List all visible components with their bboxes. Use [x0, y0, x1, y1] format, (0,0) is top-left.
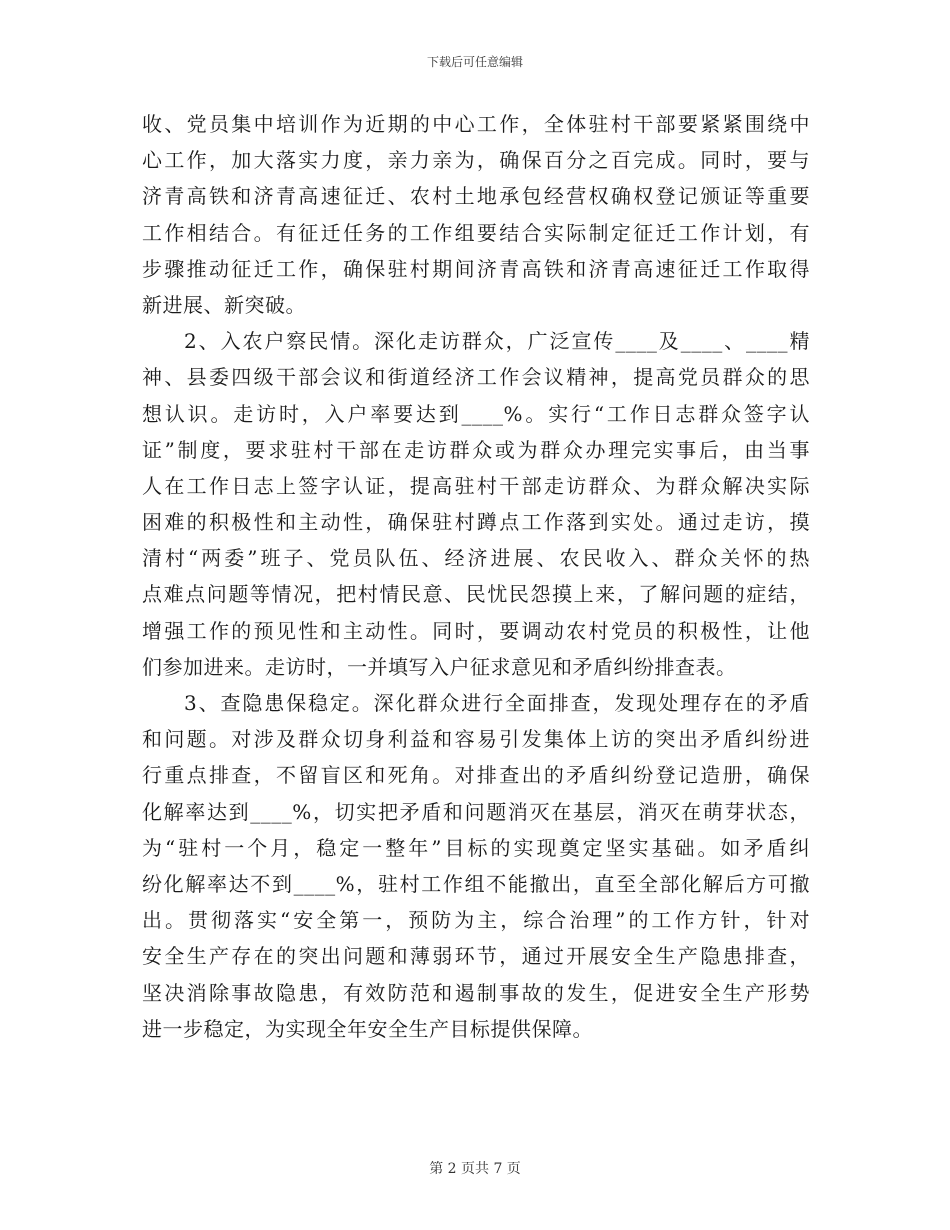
text-line: 工作相结合。有征迁任务的工作组要结合实际制定征迁工作计划，有 — [142, 220, 810, 245]
text-line: 行重点排查，不留盲区和死角。对排查出的矛盾纠纷登记造册，确保 — [142, 763, 810, 788]
paragraph-3-start: 3、查隐患保稳定。深化群众进行全面排查，发现处理存在的矛盾 — [184, 691, 810, 715]
text-line: 收、党员集中培训作为近期的中心工作，全体驻村干部要紧紧围绕中 — [142, 112, 810, 136]
text-line: 纷化解率达不到____%，驻村工作组不能撤出，直至全部化解后方可撤 — [142, 871, 810, 896]
text-line: 安全生产存在的突出问题和薄弱环节，通过开展安全生产隐患排查， — [142, 944, 810, 969]
text-line: 清村“两委”班子、党员队伍、经济进展、农民收入、群众关怀的热 — [142, 546, 810, 571]
text-line: 证”制度，要求驻村干部在走访群众或为群众办理完实事后，由当事 — [142, 437, 810, 462]
text-line: 困难的积极性和主动性，确保驻村蹲点工作落到实处。通过走访，摸 — [142, 510, 810, 535]
text-line: 为“驻村一个月，稳定一整年”目标的实现奠定坚实基础。如矛盾纠 — [142, 835, 810, 860]
text-line: 进一步稳定，为实现全年安全生产目标提供保障。 — [142, 1016, 593, 1041]
text-line: 人在工作日志上签字认证，提高驻村干部走访群众、为群众解决实际 — [142, 473, 810, 498]
text-line: 新进展、新突破。 — [142, 292, 306, 317]
text-line: 点难点问题等情况，把村情民意、民忧民怨摸上来，了解问题的症结， — [142, 582, 810, 607]
text-line: 神、县委四级干部会议和街道经济工作会议精神，提高党员群众的思 — [142, 365, 810, 390]
text-line: 心工作，加大落实力度，亲力亲为，确保百分之百完成。同时，要与 — [142, 148, 810, 173]
text-line: 步骤推动征迁工作，确保驻村期间济青高铁和济青高速征迁工作取得 — [142, 256, 810, 281]
page-footer: 第 2 页共 7 页 — [429, 1161, 521, 1177]
text-line: 和问题。对涉及群众切身利益和容易引发集体上访的突出矛盾纠纷进 — [142, 727, 810, 752]
paragraph-2-start: 2、入农户察民情。深化走访群众，广泛宣传____及____、____精 — [184, 329, 810, 354]
text-line: 坚决消除事故隐患，有效防范和遏制事故的发生，促进安全生产形势 — [142, 980, 810, 1005]
text-line: 增强工作的预见性和主动性。同时，要调动农村党员的积极性，让他 — [142, 618, 810, 643]
page-header: 下载后可任意编辑 — [426, 55, 523, 69]
text-line: 出。贯彻落实“安全第一，预防为主，综合治理”的工作方针，针对 — [142, 908, 810, 933]
document-body — [142, 106, 810, 1047]
text-line: 济青高铁和济青高速征迁、农村土地承包经营权确权登记颁证等重要 — [142, 184, 810, 209]
text-line: 化解率达到____%，切实把矛盾和问题消灭在基层，消灭在萌芽状态， — [142, 799, 810, 824]
text-line: 们参加进来。走访时，一并填写入户征求意见和矛盾纠纷排查表。 — [142, 654, 737, 679]
text-line: 想认识。走访时，入户率要达到____%。实行“工作日志群众签字认 — [142, 401, 810, 426]
